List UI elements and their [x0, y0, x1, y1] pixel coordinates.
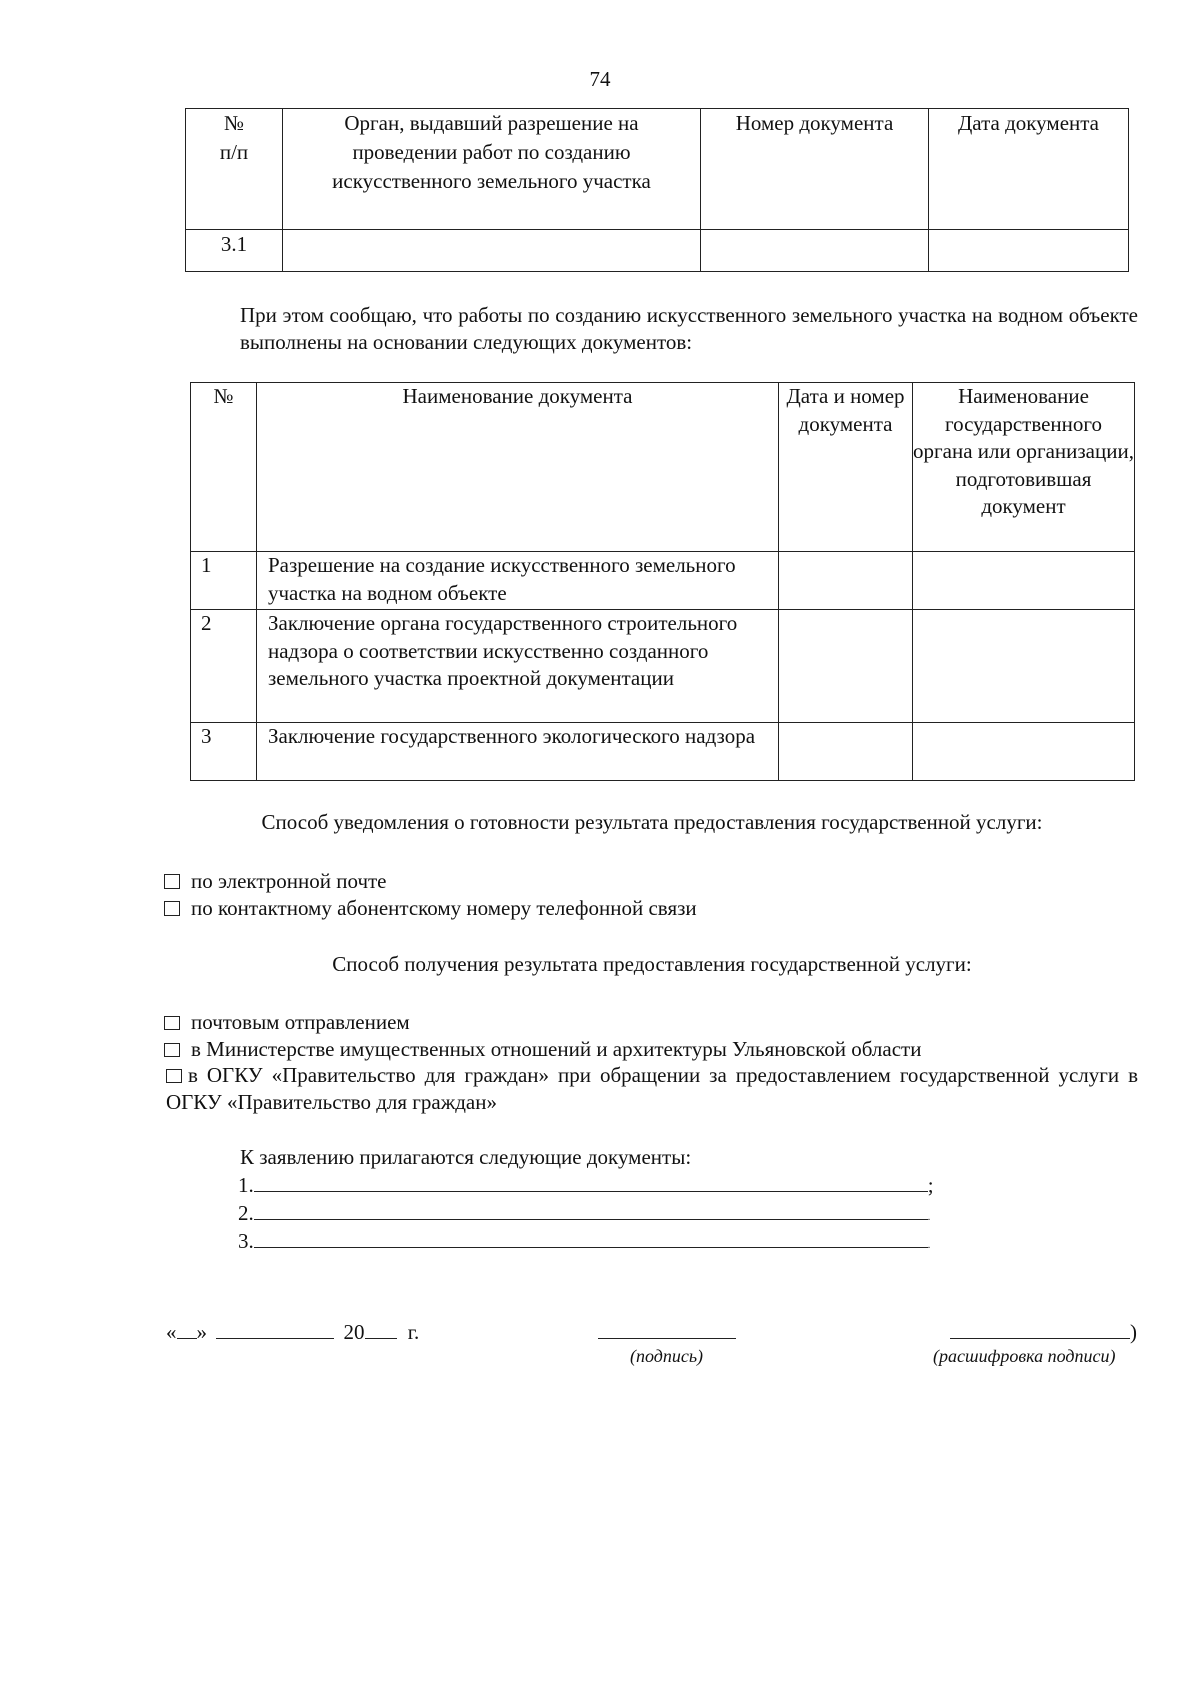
table-cell: 2: [191, 610, 257, 723]
table-cell: 3.1: [186, 230, 283, 272]
attachment-line[interactable]: [254, 1171, 928, 1192]
table-cell: Заключение государственного экологического надзора: [257, 723, 779, 781]
checkbox[interactable]: [164, 1016, 180, 1030]
attachment-item-3[interactable]: 3. .: [238, 1229, 931, 1253]
table-cell[interactable]: [779, 552, 913, 610]
table-row: [191, 552, 1135, 610]
receive-title: Способ получения результата предоставления государственной услуги:: [332, 952, 972, 976]
header-cell-doc-date-number: Дата и номер документа: [779, 383, 913, 552]
signature-line[interactable]: [598, 1318, 736, 1339]
permit-table: [185, 108, 1129, 272]
decode-caption: (расшифровка подписи): [933, 1346, 1116, 1366]
table-cell[interactable]: [779, 610, 913, 723]
table-cell: Разрешение на создание искусственного земельного участка на водном объекте: [257, 552, 779, 610]
header-cell-number: №: [191, 383, 257, 552]
signature-caption: (подпись): [630, 1346, 704, 1366]
table-row: [191, 723, 1135, 781]
table-cell[interactable]: [779, 723, 913, 781]
table-cell[interactable]: [913, 552, 1135, 610]
option-label: по электронной почте: [191, 869, 387, 893]
option-label: в Министерстве имущественных отношений и архитектуры Ульяновской области: [191, 1037, 922, 1061]
option-label: в ОГКУ «Правительство для граждан» при обращении за предоставлением государственной услуги в ОГКУ «Правительство для граждан»: [166, 1063, 1138, 1114]
receive-option-mail[interactable]: [164, 1009, 410, 1036]
date-field[interactable]: « » 20 г.: [166, 1320, 420, 1344]
month-line[interactable]: [216, 1318, 334, 1339]
attachment-item-2[interactable]: 2. .: [238, 1201, 931, 1225]
table-cell[interactable]: [701, 230, 929, 272]
header-cell-doc-date: Дата документа: [929, 109, 1129, 230]
table-cell[interactable]: [929, 230, 1129, 272]
table-row: [191, 610, 1135, 723]
notify-option-phone[interactable]: [164, 895, 697, 922]
table-cell: 1: [191, 552, 257, 610]
header-cell-authority: Орган, выдавший разрешение на проведении работ по созданию искусственного земельного участка: [283, 109, 701, 230]
table-cell: 3: [191, 723, 257, 781]
header-cell-issuer: Наименование государственного органа или организации, подготовившая документ: [913, 383, 1135, 552]
paragraph-basis: При этом сообщаю, что работы по созданию искусственного земельного участка на водном объекте выполнены на основании следующих документов:: [240, 303, 1138, 354]
attachments-title: К заявлению прилагаются следующие документы:: [240, 1145, 692, 1169]
attachment-line[interactable]: [254, 1227, 928, 1248]
year-line[interactable]: [365, 1318, 397, 1339]
table-row: [186, 230, 1129, 272]
table-cell[interactable]: [913, 610, 1135, 723]
header-cell-doc-name: Наименование документа: [257, 383, 779, 552]
signature-decode-field[interactable]: ): [950, 1318, 1137, 1346]
table-cell[interactable]: [913, 723, 1135, 781]
signature-field[interactable]: [598, 1318, 736, 1346]
documents-table: [190, 382, 1135, 781]
notify-title: Способ уведомления о готовности результата предоставления государственной услуги:: [261, 810, 1043, 834]
table-cell[interactable]: [283, 230, 701, 272]
header-cell-number: № п/п: [186, 109, 283, 230]
decode-line[interactable]: [950, 1318, 1130, 1339]
day-line[interactable]: [177, 1318, 197, 1339]
table-cell: Заключение органа государственного строительного надзора о соответствии искусственно созданного земельного участка проектной документации: [257, 610, 779, 723]
checkbox[interactable]: [166, 1069, 182, 1083]
notify-option-email[interactable]: [164, 868, 387, 895]
checkbox[interactable]: [164, 874, 180, 889]
receive-option-ogku[interactable]: [166, 1062, 1138, 1116]
receive-option-ministry[interactable]: [164, 1036, 921, 1063]
option-label: почтовым отправлением: [191, 1010, 410, 1034]
attachment-line[interactable]: [254, 1199, 928, 1220]
page-number: 74: [589, 67, 611, 91]
option-label: по контактному абонентскому номеру телефонной связи: [191, 896, 697, 920]
header-cell-doc-number: Номер документа: [701, 109, 929, 230]
checkbox[interactable]: [164, 1043, 180, 1057]
checkbox[interactable]: [164, 901, 180, 916]
attachment-item-1[interactable]: 1. ;: [238, 1173, 934, 1197]
